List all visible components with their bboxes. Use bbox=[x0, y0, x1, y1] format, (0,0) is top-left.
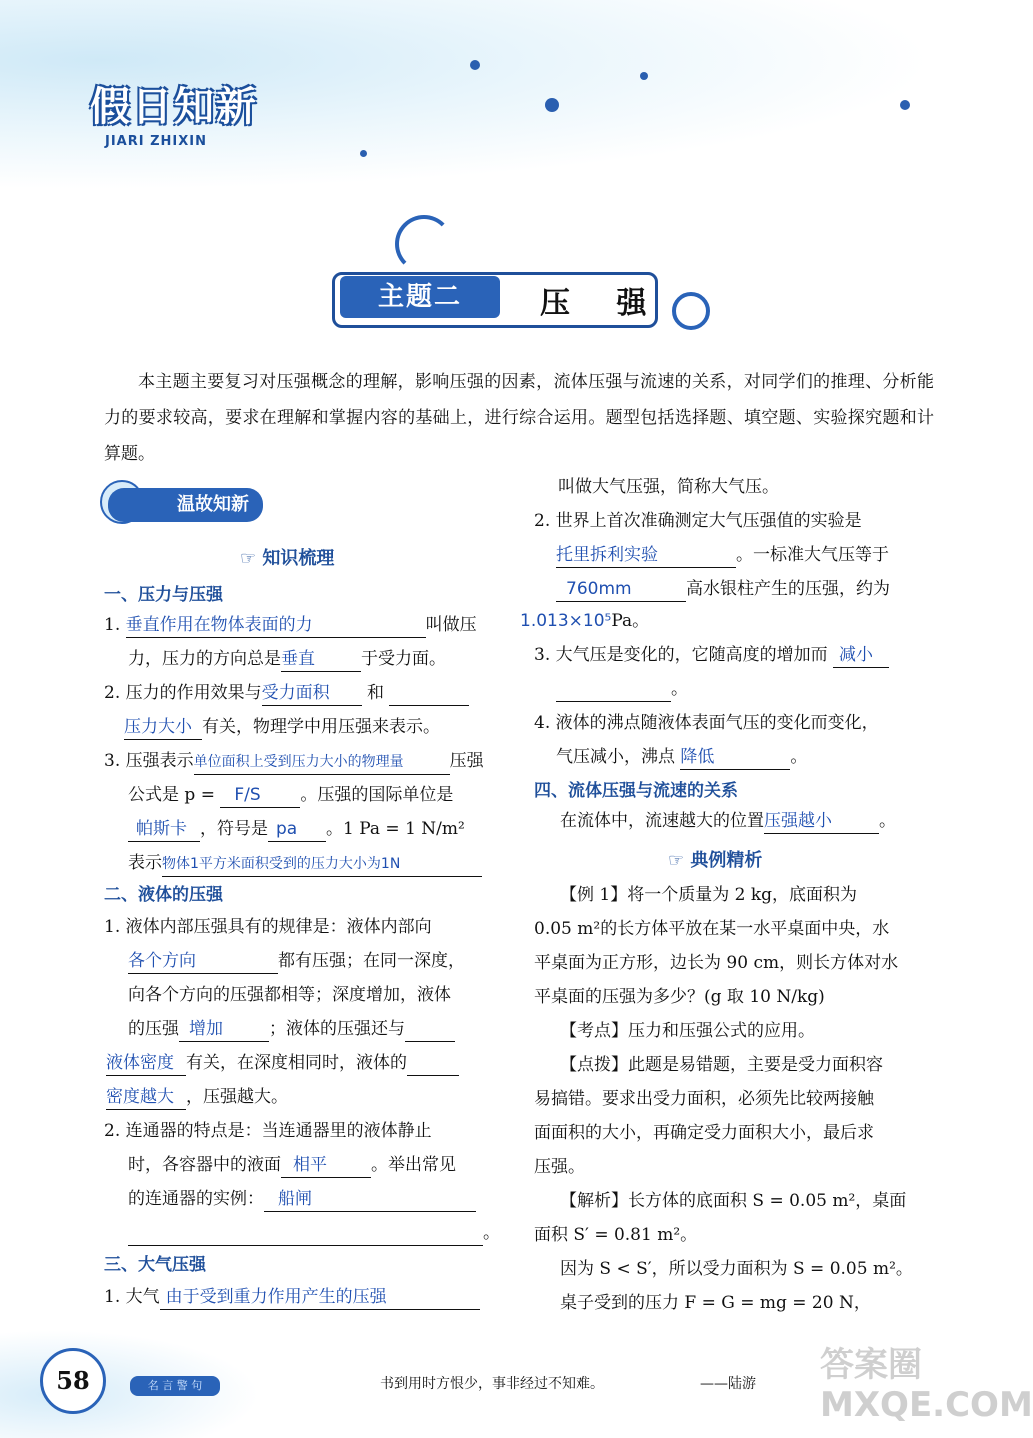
section-3-title: 三、大气压强 bbox=[104, 1255, 206, 1275]
section-2-title: 二、液体的压强 bbox=[104, 885, 223, 905]
s1-q3-line1: 3. 压强表示单位面积上受到压力大小的物理量 压强 bbox=[104, 744, 484, 778]
s2-q1-line5: 液体密度 有关，在深度相同时，液体的 bbox=[106, 1046, 459, 1080]
s1-q1-line2: 力，压力的方向总是垂直 于受力面。 bbox=[128, 642, 446, 676]
dianbo-line1: 【点拨】此题是易错题，主要是受力面积容 bbox=[560, 1055, 883, 1075]
theme-title: 压 强 bbox=[540, 286, 665, 321]
decor-dot bbox=[360, 150, 367, 157]
logo-pinyin: JIARI ZHIXIN bbox=[105, 134, 207, 149]
decor-dot bbox=[640, 72, 648, 80]
kaodian-line: 【考点】压力和压强公式的应用。 bbox=[560, 1021, 815, 1041]
decor-dot bbox=[470, 60, 480, 70]
s4-line: 在流体中，流速越大的位置压强越小 。 bbox=[560, 804, 896, 838]
s2-q1-line3: 向各个方向的压强都相等；深度增加，液体 bbox=[128, 985, 451, 1005]
example-line3: 平桌面为正方形，边长为 90 cm，则长方体对水 bbox=[534, 953, 899, 973]
section-badge: 温故知新 bbox=[108, 488, 263, 522]
r4-line1: 4. 液体的沸点随液体表面气压的变化而变化， bbox=[534, 713, 879, 733]
s2-q2-line3: 的连通器的实例： 船闸 bbox=[128, 1182, 476, 1216]
s1-q2-line1: 2. 压力的作用效果与受力面积 和 bbox=[104, 676, 469, 710]
r3-line1: 3. 大气压是变化的，它随高度的增加而 减小 bbox=[534, 638, 889, 672]
jiexi-line4: 桌子受到的压力 F = G = mg = 20 N， bbox=[560, 1293, 871, 1313]
s2-q1-line4: 的压强 增加 ；液体的压强还与 bbox=[128, 1012, 455, 1046]
watermark: 答案圈 MXQE.COM bbox=[820, 1345, 1033, 1425]
example-heading: ☞ 典例精析 bbox=[668, 850, 763, 871]
example-line2: 0.05 m²的长方体平放在某一水平桌面中央，水 bbox=[534, 919, 890, 939]
decor-dot bbox=[900, 100, 910, 110]
page-number: 58 bbox=[40, 1348, 106, 1414]
logo-text: 假日知新 bbox=[90, 84, 258, 130]
s2-q1-line1: 1. 液体内部压强具有的规律是：液体内部向 bbox=[104, 917, 432, 937]
r1-line: 叫做大气压强，简称大气压。 bbox=[558, 477, 779, 497]
banner-arc-icon bbox=[395, 215, 453, 273]
r4-line2: 气压减小，沸点 降低 。 bbox=[556, 740, 807, 774]
example-line4: 平桌面的压强为多少？(g 取 10 N/kg) bbox=[534, 987, 825, 1007]
intro-paragraph: 本主题主要复习对压强概念的理解，影响压强的因素，流体压强与流速的关系，对同学们的推理、分析能力的要求较高，要求在理解和掌握内容的基础上，进行综合运用。题型包括选择题、填空题、实验探究题和计算题。 bbox=[104, 372, 934, 464]
s2-q2-line1: 2. 连通器的特点是：当连通器里的液体静止 bbox=[104, 1121, 432, 1141]
s2-q1-line2: 各个方向 都有压强；在同一深度， bbox=[128, 944, 465, 978]
section-4-title: 四、流体压强与流速的关系 bbox=[534, 781, 738, 801]
s1-q1-line1: 1. 垂直作用在物体表面的力 叫做压 bbox=[104, 608, 477, 642]
r2-line3: 760mm 高水银柱产生的压强，约为 bbox=[556, 572, 890, 606]
footer-quote: 书到用时方恨少，事非经过不知难。 bbox=[380, 1376, 604, 1392]
theme-tag: 主题二 bbox=[340, 276, 500, 318]
jiexi-line2: 面积 S′ = 0.81 m²。 bbox=[534, 1225, 698, 1245]
r3-line2: 。 bbox=[556, 672, 688, 706]
dianbo-line3: 面面积的大小，再确定受力面积大小，最后求 bbox=[534, 1123, 874, 1143]
s2-q2-line4: 。 bbox=[128, 1216, 500, 1250]
s1-q2-line2: 压力大小 有关，物理学中用压强来表示。 bbox=[124, 710, 440, 744]
knowledge-heading: ☞ 知识梳理 bbox=[240, 548, 335, 569]
r2-line1: 2. 世界上首次准确测定大气压强值的实验是 bbox=[534, 511, 862, 531]
s1-q3-line4: 表示物体1平方米面积受到的压力大小为1N bbox=[128, 846, 482, 880]
dianbo-line2: 易搞错。要求出受力面积，必须先比较两接触 bbox=[534, 1089, 874, 1109]
pointing-hand-icon: ☞ bbox=[668, 850, 691, 871]
s2-q1-line6: 密度越大 ，压强越大。 bbox=[106, 1080, 288, 1114]
example-line1: 【例 1】将一个质量为 2 kg，底面积为 bbox=[560, 885, 858, 905]
r2-line2: 托里拆利实验 。一标准大气压等于 bbox=[556, 538, 889, 572]
s2-q2-line2: 时，各容器中的液面 相平 。举出常见 bbox=[128, 1148, 456, 1182]
banner-gear-icon bbox=[672, 292, 710, 330]
s1-q3-line2: 公式是 p = F/S 。压强的国际单位是 bbox=[128, 778, 453, 812]
jiexi-line1: 【解析】长方体的底面积 S = 0.05 m²，桌面 bbox=[560, 1191, 907, 1211]
footer-tag: 名 言 警 句 bbox=[130, 1376, 220, 1396]
s1-q3-line3: 帕斯卡 ，符号是 pa 。1 Pa = 1 N/m² bbox=[128, 812, 465, 846]
s3-q1-line1: 1. 大气 由于受到重力作用产生的压强 bbox=[104, 1280, 480, 1314]
r2-line4: 1.013×10⁵Pa。 bbox=[520, 611, 650, 631]
pointing-hand-icon: ☞ bbox=[240, 548, 263, 569]
section-1-title: 一、压力与压强 bbox=[104, 585, 223, 605]
footer-author: ——陆游 bbox=[700, 1376, 756, 1392]
dianbo-line4: 压强。 bbox=[534, 1157, 585, 1177]
decor-dot bbox=[545, 98, 559, 112]
jiexi-line3: 因为 S < S′，所以受力面积为 S = 0.05 m²。 bbox=[560, 1259, 913, 1279]
